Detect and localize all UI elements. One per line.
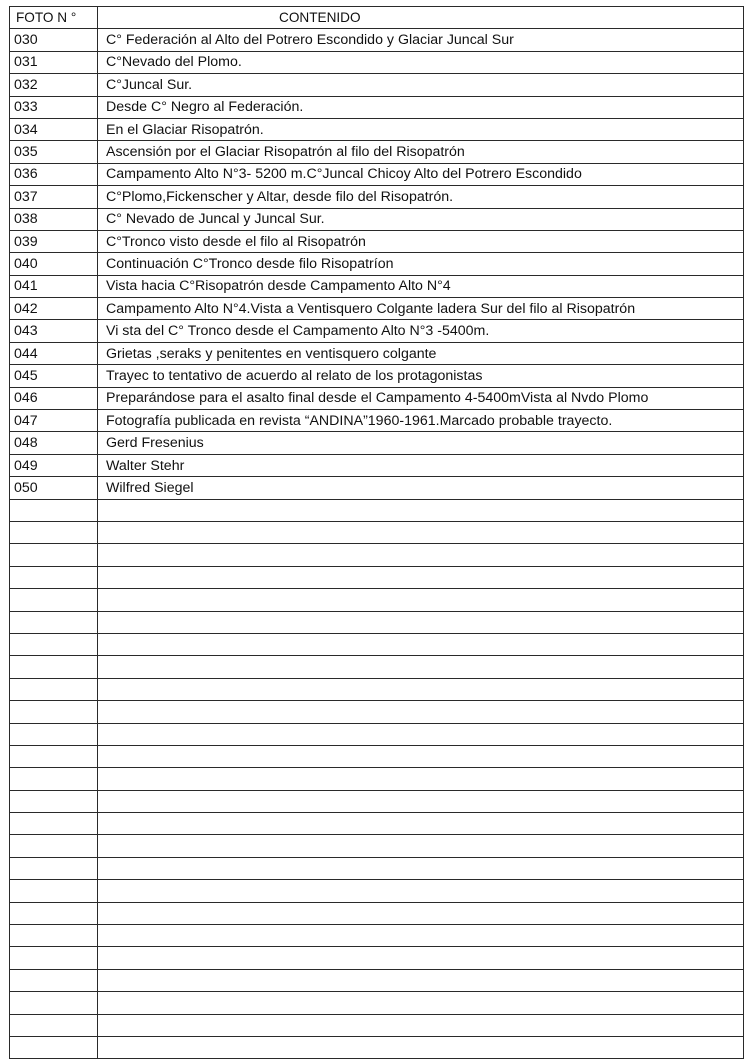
table-row xyxy=(10,902,744,924)
table-row xyxy=(10,701,744,723)
content-cell xyxy=(98,701,744,723)
table-row xyxy=(10,163,744,185)
table-row xyxy=(10,969,744,991)
content-cell xyxy=(98,790,744,812)
content-cell xyxy=(98,656,744,678)
content-cell: Campamento Alto N°3- 5200 m.C°Juncal Chicoy Alto del Potrero Escondido xyxy=(98,163,744,185)
table-row xyxy=(10,208,744,230)
table-row xyxy=(10,387,744,409)
content-cell: C°Plomo,Fickenscher y Altar, desde filo del Risopatrón. xyxy=(98,186,744,208)
photo-number-cell: 035 xyxy=(10,141,98,163)
photo-number-cell xyxy=(10,880,98,902)
photo-index-sheet xyxy=(9,6,743,1059)
photo-number-cell: 044 xyxy=(10,342,98,364)
content-cell xyxy=(98,589,744,611)
content-cell xyxy=(98,925,744,947)
table-row xyxy=(10,723,744,745)
table-row xyxy=(10,477,744,499)
content-cell: Fotografía publicada en revista “ANDINA”1960-1961.Marcado probable trayecto. xyxy=(98,410,744,432)
content-cell: Preparándose para el asalto final desde el Campamento 4-5400mVista al Nvdo Plomo xyxy=(98,387,744,409)
photo-number-cell xyxy=(10,835,98,857)
table-row xyxy=(10,566,744,588)
table-row xyxy=(10,633,744,655)
table-row xyxy=(10,320,744,342)
photo-number-cell xyxy=(10,1014,98,1036)
table-row xyxy=(10,857,744,879)
photo-number-cell xyxy=(10,745,98,767)
photo-number-cell xyxy=(10,656,98,678)
content-cell: Wilfred Siegel xyxy=(98,477,744,499)
photo-number-cell: 037 xyxy=(10,186,98,208)
table-row xyxy=(10,656,744,678)
table-row xyxy=(10,432,744,454)
table-row xyxy=(10,186,744,208)
photo-index-table xyxy=(9,6,744,1059)
table-row xyxy=(10,342,744,364)
content-cell: Gerd Fresenius xyxy=(98,432,744,454)
table-row xyxy=(10,454,744,476)
content-cell: Grietas ,seraks y penitentes en ventisquero colgante xyxy=(98,342,744,364)
table-header-row xyxy=(10,7,744,29)
table-row xyxy=(10,745,744,767)
content-cell xyxy=(98,723,744,745)
photo-number-cell: 046 xyxy=(10,387,98,409)
table-row xyxy=(10,880,744,902)
table-row xyxy=(10,678,744,700)
photo-number-cell xyxy=(10,992,98,1014)
photo-number-cell: 039 xyxy=(10,230,98,252)
photo-number-cell: 043 xyxy=(10,320,98,342)
photo-number-cell: 040 xyxy=(10,253,98,275)
content-cell: C°Tronco visto desde el filo al Risopatrón xyxy=(98,230,744,252)
table-row xyxy=(10,1014,744,1036)
content-cell xyxy=(98,611,744,633)
photo-number-cell xyxy=(10,790,98,812)
photo-number-cell: 047 xyxy=(10,410,98,432)
photo-number-cell xyxy=(10,633,98,655)
photo-number-cell xyxy=(10,1036,98,1058)
table-row xyxy=(10,813,744,835)
photo-number-cell xyxy=(10,768,98,790)
content-cell: Campamento Alto N°4.Vista a Ventisquero Colgante ladera Sur del filo al Risopatrón xyxy=(98,298,744,320)
photo-number-cell: 050 xyxy=(10,477,98,499)
table-row xyxy=(10,768,744,790)
photo-number-cell: 045 xyxy=(10,365,98,387)
table-row xyxy=(10,51,744,73)
table-row xyxy=(10,118,744,140)
table-body xyxy=(10,29,744,1059)
photo-number-cell: 036 xyxy=(10,163,98,185)
table-row xyxy=(10,96,744,118)
content-cell xyxy=(98,566,744,588)
photo-number-cell xyxy=(10,925,98,947)
content-cell xyxy=(98,633,744,655)
table-row xyxy=(10,1036,744,1058)
content-cell: C° Nevado de Juncal y Juncal Sur. xyxy=(98,208,744,230)
content-cell xyxy=(98,745,744,767)
photo-number-cell: 048 xyxy=(10,432,98,454)
content-cell: Vi sta del C° Tronco desde el Campamento Alto N°3 -5400m. xyxy=(98,320,744,342)
content-cell: En el Glaciar Risopatrón. xyxy=(98,118,744,140)
photo-number-header: FOTO N ° xyxy=(10,7,98,29)
table-row xyxy=(10,410,744,432)
table-row xyxy=(10,992,744,1014)
photo-number-cell: 031 xyxy=(10,51,98,73)
table-row xyxy=(10,253,744,275)
content-header: CONTENIDO xyxy=(98,7,744,29)
content-cell xyxy=(98,835,744,857)
content-cell: C° Federación al Alto del Potrero Escondido y Glaciar Juncal Sur xyxy=(98,29,744,51)
photo-number-cell xyxy=(10,544,98,566)
content-cell: Ascensión por el Glaciar Risopatrón al filo del Risopatrón xyxy=(98,141,744,163)
photo-number-cell xyxy=(10,611,98,633)
photo-number-cell xyxy=(10,521,98,543)
table-row xyxy=(10,298,744,320)
photo-number-cell: 041 xyxy=(10,275,98,297)
content-cell: Trayec to tentativo de acuerdo al relato de los protagonistas xyxy=(98,365,744,387)
content-cell xyxy=(98,768,744,790)
content-cell xyxy=(98,544,744,566)
content-cell: C°Juncal Sur. xyxy=(98,74,744,96)
photo-number-cell: 032 xyxy=(10,74,98,96)
content-cell: C°Nevado del Plomo. xyxy=(98,51,744,73)
photo-number-cell xyxy=(10,589,98,611)
table-row xyxy=(10,141,744,163)
content-cell: Desde C° Negro al Federación. xyxy=(98,96,744,118)
content-cell xyxy=(98,521,744,543)
photo-number-cell xyxy=(10,813,98,835)
content-cell xyxy=(98,857,744,879)
photo-number-cell xyxy=(10,566,98,588)
table-row xyxy=(10,589,744,611)
content-cell xyxy=(98,902,744,924)
table-row xyxy=(10,521,744,543)
content-cell xyxy=(98,1036,744,1058)
table-row xyxy=(10,947,744,969)
content-cell xyxy=(98,880,744,902)
table-row xyxy=(10,230,744,252)
content-cell xyxy=(98,1014,744,1036)
content-cell xyxy=(98,969,744,991)
photo-number-cell xyxy=(10,902,98,924)
photo-number-cell xyxy=(10,947,98,969)
photo-number-cell: 033 xyxy=(10,96,98,118)
table-row xyxy=(10,74,744,96)
photo-number-cell xyxy=(10,678,98,700)
content-cell: Walter Stehr xyxy=(98,454,744,476)
photo-number-cell: 038 xyxy=(10,208,98,230)
photo-number-cell xyxy=(10,969,98,991)
content-cell xyxy=(98,678,744,700)
table-row xyxy=(10,544,744,566)
photo-number-cell xyxy=(10,857,98,879)
table-row xyxy=(10,790,744,812)
table-row xyxy=(10,611,744,633)
photo-number-cell xyxy=(10,723,98,745)
content-cell: Vista hacia C°Risopatrón desde Campamento Alto N°4 xyxy=(98,275,744,297)
table-row xyxy=(10,499,744,521)
content-cell: Continuación C°Tronco desde filo Risopatríon xyxy=(98,253,744,275)
content-cell xyxy=(98,947,744,969)
photo-number-cell xyxy=(10,701,98,723)
table-row xyxy=(10,275,744,297)
table-row xyxy=(10,365,744,387)
table-row xyxy=(10,29,744,51)
table-row xyxy=(10,835,744,857)
photo-number-cell xyxy=(10,499,98,521)
content-cell xyxy=(98,992,744,1014)
photo-number-cell: 049 xyxy=(10,454,98,476)
table-row xyxy=(10,925,744,947)
photo-number-cell: 042 xyxy=(10,298,98,320)
content-cell xyxy=(98,499,744,521)
photo-number-cell: 030 xyxy=(10,29,98,51)
content-cell xyxy=(98,813,744,835)
photo-number-cell: 034 xyxy=(10,118,98,140)
